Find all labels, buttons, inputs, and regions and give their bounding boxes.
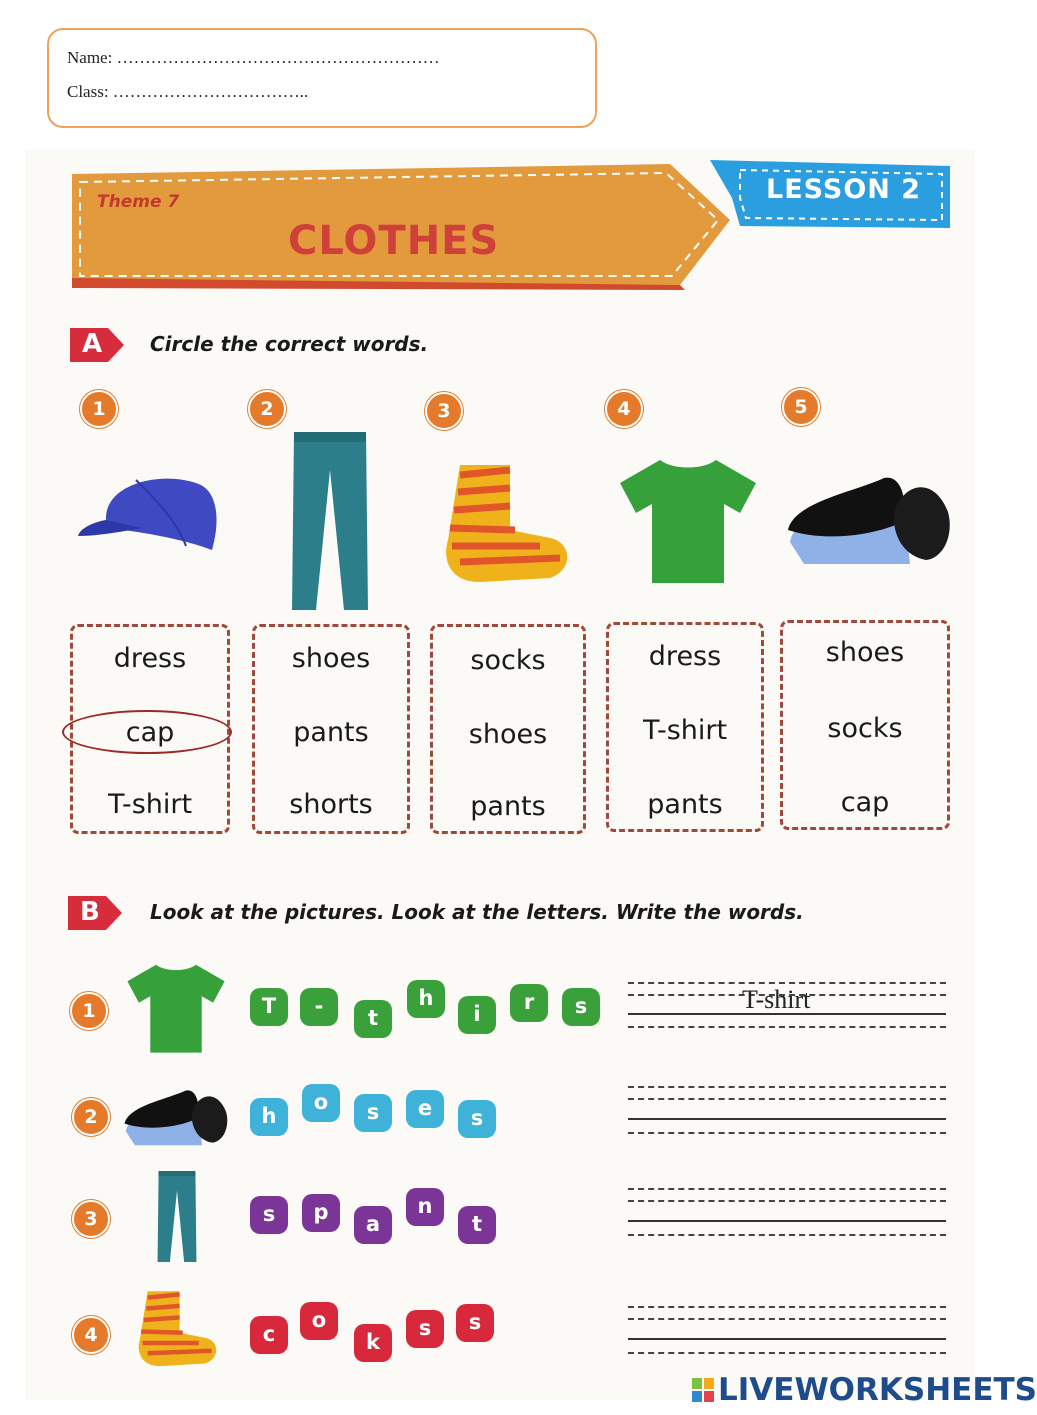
word-option[interactable]: shoes [825,637,905,668]
item-number: 2 [72,1098,110,1136]
page-title: CLOTHES [288,218,500,264]
letter-tile: s [458,1100,496,1138]
letter-tile: t [458,1206,496,1244]
item-number: 4 [605,390,643,428]
lesson-label: LESSON 2 [766,174,922,205]
word-option[interactable]: pants [293,717,369,748]
word-options-box [252,624,410,834]
liveworksheets-logo-icon [692,1378,714,1402]
word-option[interactable]: T-shirt [107,789,193,820]
word-options-box [606,622,764,832]
name-field[interactable]: Name: ………………………………………………… [67,48,440,67]
letter-tile: h [407,980,445,1018]
section-a-instruction: Circle the correct words. [150,332,429,356]
letter-tile: r [510,984,548,1022]
word-option[interactable]: pants [647,789,723,820]
word-option[interactable]: pants [470,791,546,822]
letter-tile: t [354,1000,392,1038]
letter-tile: s [406,1310,444,1348]
pants-icon [290,430,370,610]
word-option[interactable]: T-shirt [642,715,728,746]
word-option[interactable]: socks [470,645,546,676]
letter-tile: T [250,988,288,1026]
word-option[interactable]: cap [840,787,890,818]
letter-tile: - [300,988,338,1026]
word-options-box [780,620,950,830]
letter-tile: k [354,1324,392,1362]
letter-tile: a [354,1206,392,1244]
letter-tile: n [406,1188,444,1226]
item-number: 5 [782,388,820,426]
shoes-icon [122,1086,230,1146]
letter-tile: o [300,1302,338,1340]
theme-label: Theme 7 [97,192,180,212]
letter-tile: s [456,1304,494,1342]
section-b-letter: B [80,897,100,927]
letter-tile: s [250,1196,288,1234]
item-number: 4 [72,1316,110,1354]
word-option[interactable]: shoes [291,643,371,674]
student-info-box [47,28,597,128]
letter-tile: o [302,1084,340,1122]
section-b-instruction: Look at the pictures. Look at the letters. Write the words. [150,900,804,924]
item-number: 1 [70,992,108,1030]
word-option[interactable]: shoes [468,719,548,750]
letter-tile: c [250,1316,288,1354]
footer-brand: LIVEWORKSHEETS [718,1372,1037,1408]
answer-circle [62,710,232,754]
word-option[interactable]: cap [125,717,175,748]
writing-line[interactable] [628,1086,946,1138]
letter-tile: s [562,988,600,1026]
word-option[interactable]: dress [113,643,187,674]
socks-icon [440,460,575,585]
shoes-icon [784,472,954,564]
pants-icon [156,1170,198,1262]
cap-icon [76,470,220,560]
class-field[interactable]: Class: …………………………….. [67,82,309,101]
word-options-box [430,624,586,834]
letter-tile: e [406,1090,444,1128]
word-option[interactable]: socks [827,713,903,744]
tshirt-icon [618,458,758,583]
letter-tile: p [302,1194,340,1232]
writing-line[interactable] [628,1306,946,1358]
item-number: 1 [80,390,118,428]
item-number: 3 [72,1200,110,1238]
letter-tile: s [354,1094,392,1132]
section-a-letter: A [82,329,103,359]
word-option[interactable]: shorts [289,789,373,820]
socks-icon [134,1288,222,1368]
letter-tile: h [250,1098,288,1136]
item-number: 2 [248,390,286,428]
letter-tile: i [458,996,496,1034]
answer-text[interactable]: T-shirt [742,985,811,1014]
word-option[interactable]: dress [648,641,722,672]
tshirt-icon [126,960,226,1056]
item-number: 3 [425,392,463,430]
writing-line[interactable] [628,1188,946,1240]
